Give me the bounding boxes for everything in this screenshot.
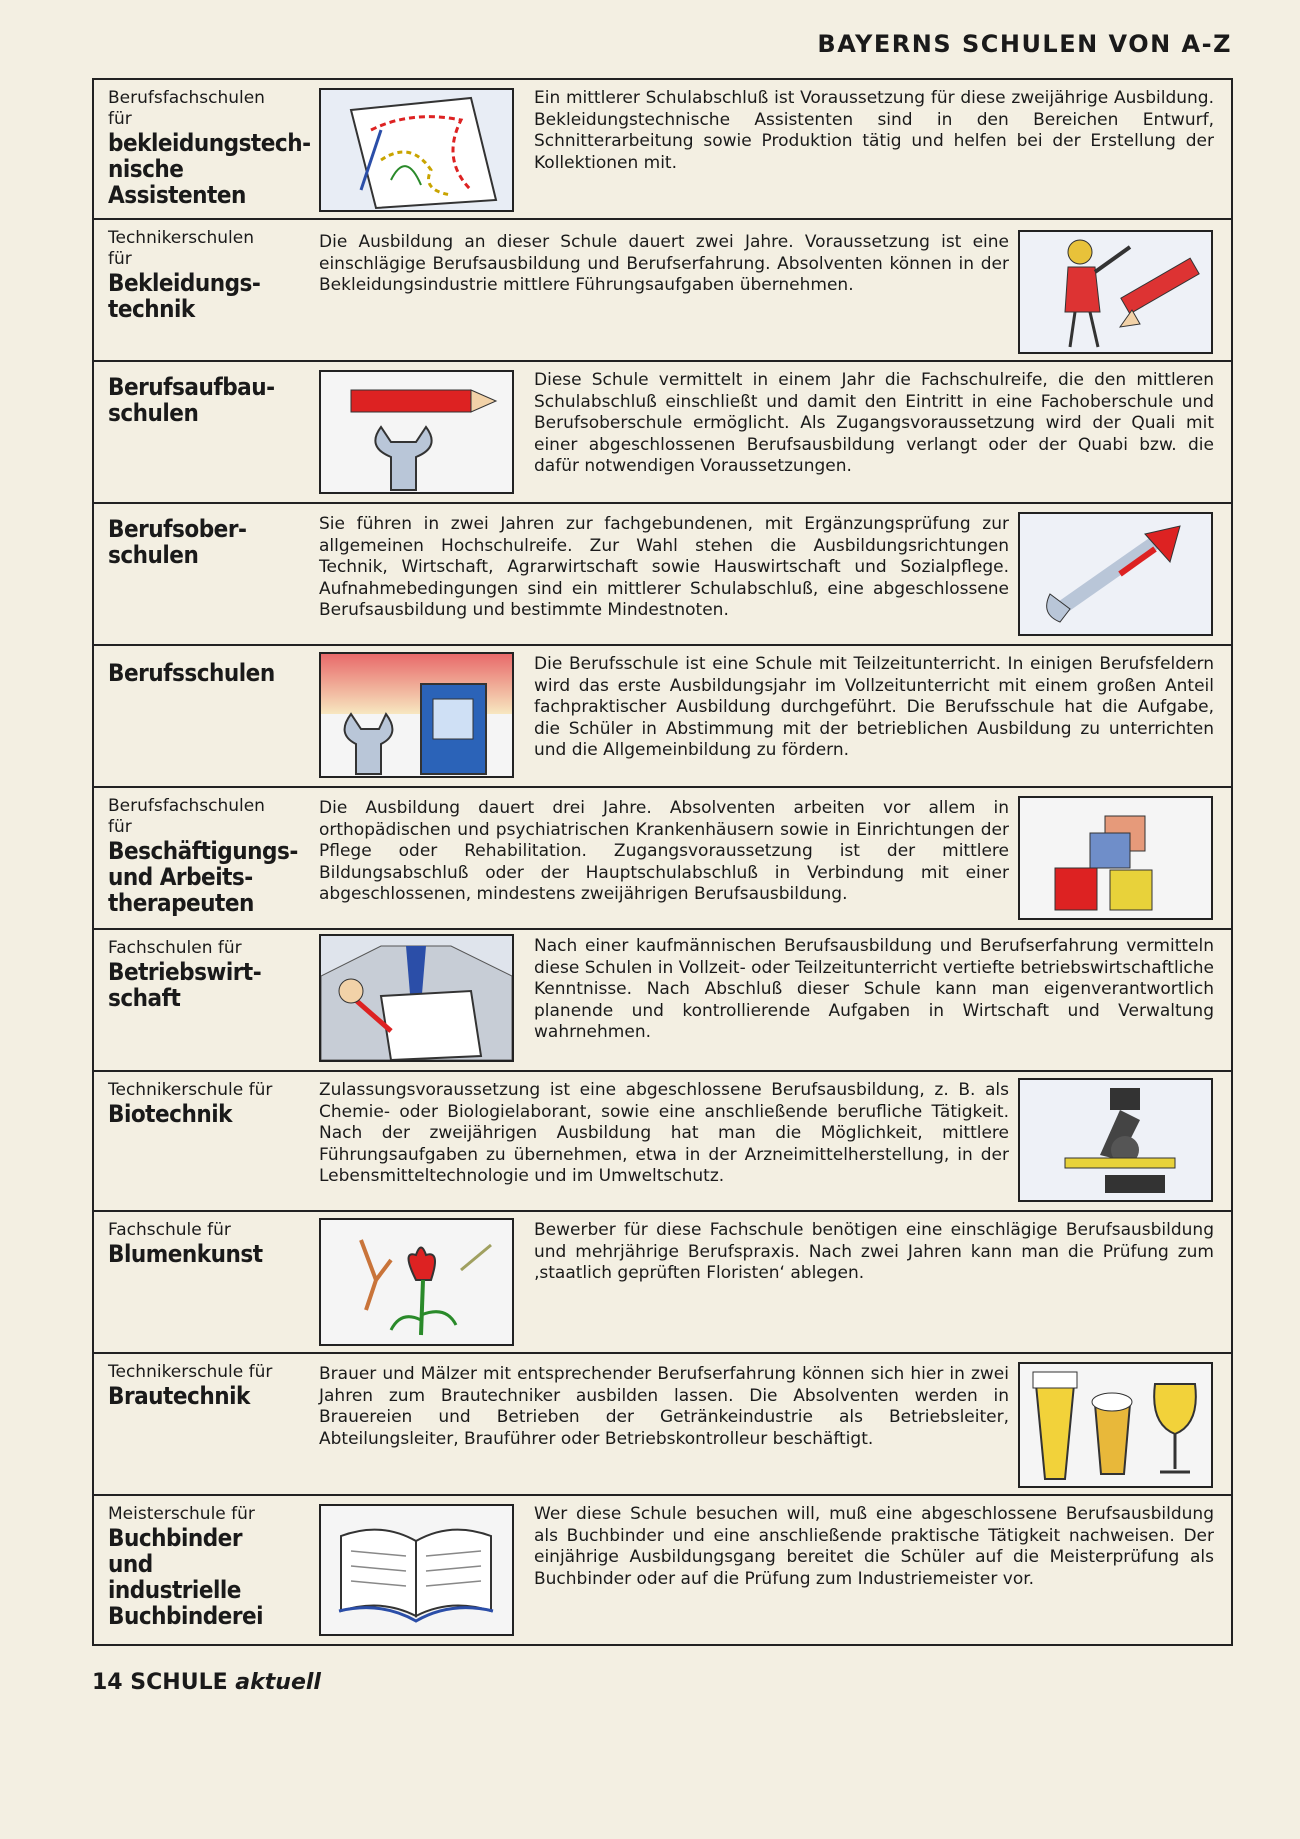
table-row: [94, 1354, 1231, 1496]
row-description: Wer diese Schule besuchen will, muß eine abgeschlossene Berufsausbildung als Buchbinder und eine anschließende praktische Tätigkeit nachweisen. Der einjährige Ausbildungsgang bereitet die Schüler auf die Meisterprüfung als Buchbinder oder auf die Prüfung zum Industriemeister vor.: [534, 1504, 1214, 1589]
brand-name: SCHULE: [130, 1670, 228, 1695]
row-label: [108, 1220, 278, 1267]
table-row: [94, 1212, 1231, 1354]
label-title: Beschäftigungs- und Arbeits-therapeuten: [108, 837, 298, 917]
page-footer: [92, 1670, 321, 1695]
row-label: [108, 1080, 278, 1127]
table-row: [94, 788, 1231, 930]
row-description: Sie führen in zwei Jahren zur fachgebundenen, mit Ergänzungsprüfung zur allgemeinen Hochschulreife. Zur Wahl stehen die Ausbildungsrichtungen Technik, Wirtschaft, Agrarwirtschaft sowie Hauswirtschaft und Sozialpflege. Aufnahmebedingungen sind ein mittlerer Schulabschluß, eine abgeschlossene Berufsausbildung und bestimmte Mindestnoten.: [319, 514, 1009, 620]
row-label: [108, 796, 298, 917]
label-title: Bekleidungs-technik: [108, 269, 261, 323]
row-description: Brauer und Mälzer mit entsprechender Berufserfahrung können sich hier in zwei Jahren zum Brautechniker ausbilden lassen. Die Absolventen werden in Brauereien und Betrieben der Getränkeindustrie als Betriebsleiter, Abteilungsleiter, Brauführer oder Betriebskontrolleur beschäftigt.: [319, 1364, 1009, 1449]
table-row: [94, 1496, 1231, 1646]
row-label: [108, 228, 278, 322]
label-prefix: Meisterschule für: [108, 1504, 255, 1524]
label-title: Brautechnik: [108, 1382, 250, 1410]
brand-suffix: aktuell: [235, 1670, 321, 1695]
label-title: Biotechnik: [108, 1100, 232, 1128]
row-description: Die Ausbildung an dieser Schule dauert zwei Jahre. Voraussetzung ist eine einschlägige Berufsausbildung und Berufserfahrung. Absolventen können in der Bekleidungsindustrie mittlere Führungsaufgaben übernehmen.: [319, 232, 1009, 295]
table-row: [94, 362, 1231, 504]
row-description: Nach einer kaufmännischen Berufsausbildung und Berufserfahrung vermitteln diese Schulen in Vollzeit- oder Teilzeitunterricht vertiefte betriebswirtschaftliche Kenntnisse. Nach Abschluß dieser Schule kann man eigenverantwortlich planende und kontrollierende Aufgaben in Wirtschaft und Verwaltung wahrnehmen.: [534, 936, 1214, 1042]
fashion-figure-pencil-icon: [1018, 230, 1213, 354]
row-description: Bewerber für diese Fachschule benötigen eine einschlägige Berufsausbildung und mehrjährige Berufspraxis. Nach zwei Jahren kann man die Prüfung zum ‚staatlich geprüften Floristen‘ ablegen.: [534, 1220, 1214, 1283]
row-description: Diese Schule vermittelt in einem Jahr die Fachschulreife, die den mittleren Schulabschluß einschließt und damit den Eintritt in eine Fachoberschule und Berufsoberschule ermöglicht. Als Zugangsvoraussetzung wird der Quali mit einer abgeschlossenen Berufsausbildung verlangt oder der Quabi bzw. die dafür notwendigen Voraussetzungen.: [534, 370, 1214, 476]
table-row: [94, 80, 1231, 220]
row-label: [108, 1504, 278, 1629]
row-label: [108, 512, 278, 568]
label-title: Berufsschulen: [108, 659, 275, 687]
page-header: BAYERNS SCHULEN VON A-Z: [817, 30, 1232, 58]
table-row: [94, 504, 1231, 646]
table-row: [94, 930, 1231, 1072]
row-description: Ein mittlerer Schulabschluß ist Voraussetzung für diese zweijährige Ausbildung. Bekleidungstechnische Assistenten sind in den Bereichen Entwurf, Schnitterarbeitung sowie Produktion tätig und helfen bei der Erstellung der Kollektionen mit.: [534, 88, 1214, 173]
label-prefix: Fachschulen für: [108, 938, 242, 958]
open-book-icon: [319, 1504, 514, 1636]
row-label: [108, 1362, 278, 1409]
row-label: [108, 938, 278, 1011]
label-prefix: Fachschule für: [108, 1220, 231, 1240]
label-prefix: Technikerschule für: [108, 1362, 273, 1382]
page-number: 14: [92, 1670, 123, 1695]
row-label: [108, 654, 278, 686]
label-prefix: Technikerschulen für: [108, 228, 254, 269]
wrench-arrow-icon: [1018, 512, 1213, 636]
pencil-wrench-icon: [319, 370, 514, 494]
row-description: Die Berufsschule ist eine Schule mit Teilzeitunterricht. In einigen Berufsfeldern wird das erste Ausbildungsjahr im Vollzeitunterricht mit einem großen Anteil fachpraktischer Ausbildung durchgeführt. Die Berufsschule hat die Aufgabe, die Schüler in Abstimmung mit der betrieblichen Ausbildung zu unterrichten und die Allgemeinbildung zu fördern.: [534, 654, 1214, 760]
label-title: Betriebswirt-schaft: [108, 958, 262, 1012]
beer-glasses-icon: [1018, 1362, 1213, 1488]
label-title: Blumenkunst: [108, 1240, 263, 1268]
label-title: Buchbinder und industrielle Buchbinderei: [108, 1524, 264, 1630]
label-prefix: Berufsfachschulen für: [108, 796, 265, 837]
label-title: Berufsaufbau-schulen: [108, 373, 275, 427]
table-row: [94, 1072, 1231, 1212]
row-label: [108, 88, 311, 209]
label-title: Berufsober-schulen: [108, 515, 247, 569]
row-description: Zulassungsvoraussetzung ist eine abgeschlossene Berufsausbildung, z. B. als Chemie- oder Biologielaborant, sowie eine anschließende berufliche Tätigkeit. Nach der zweijährigen Ausbildung hat man die Möglichkeit, mittlere Führungsaufgaben zu übernehmen, etwa in der Arzneimittelherstellung, in der Lebensmitteltechnologie und im Umweltschutz.: [319, 1080, 1009, 1186]
row-description: Die Ausbildung dauert drei Jahre. Absolventen arbeiten vor allem in orthopädischen und psychiatrischen Krankenhäusern sowie in Einrichtungen der Pflege oder Rehabilitation. Zugangsvoraussetzung ist der mittlere Bildungsabschluß oder der Hauptschulabschluß in Verbindung mit einer abgeschlossenen, mindestens zweijährigen Berufsausbildung.: [319, 798, 1009, 904]
label-prefix: Technikerschule für: [108, 1080, 273, 1100]
table-row: [94, 646, 1231, 788]
microscope-icon: [1018, 1078, 1213, 1202]
sewing-pattern-icon: [319, 88, 514, 212]
table-row: [94, 220, 1231, 362]
hand-blocks-icon: [1018, 796, 1213, 920]
tulip-icon: [319, 1218, 514, 1346]
label-title: bekleidungstech-nische Assistenten: [108, 129, 311, 209]
label-prefix: Berufsfachschulen für: [108, 88, 265, 129]
school-table: [92, 78, 1233, 1646]
row-label: [108, 370, 278, 426]
wrench-door-icon: [319, 652, 514, 778]
businessman-writing-icon: [319, 934, 514, 1062]
